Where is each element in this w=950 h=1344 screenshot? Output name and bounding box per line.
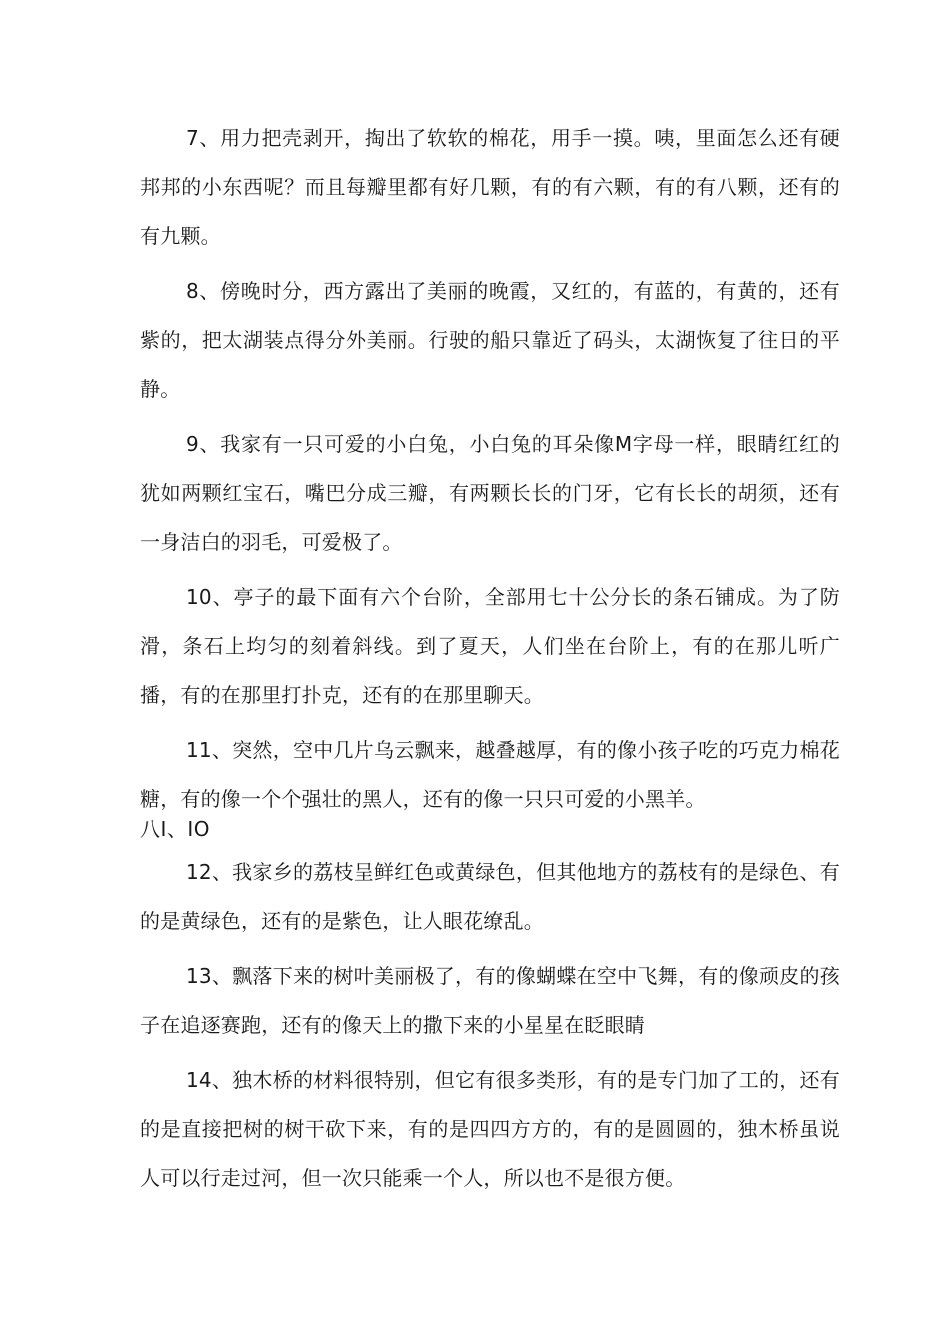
paragraph-9: 9、我家有一只可爱的小白兔，小白兔的耳朵像M字母一样，眼睛红红的犹如两颗红宝石，嘴巴分成三瓣，有两颗长长的门牙，它有长长的胡须，还有一身洁白的羽毛，可爱极了。 [140, 432, 840, 554]
paragraph-13: 13、飘落下来的树叶美丽极了，有的像蝴蝶在空中飞舞，有的像顽皮的孩子在追逐赛跑，还有的像天上的撒下来的小星星在眨眼睛 [140, 964, 840, 1037]
paragraph-8: 8、傍晚时分，西方露出了美丽的晚霞，又红的，有蓝的，有黄的，还有紫的，把太湖装点得分外美丽。行驶的船只靠近了码头，太湖恢复了往日的平静。 [140, 279, 840, 401]
paragraph-10: 10、亭子的最下面有六个台阶，全部用七十公分长的条石铺成。为了防滑，条石上均匀的刻着斜线。到了夏天，人们坐在台阶上，有的在那儿听广播，有的在那里打扑克，还有的在那里聊天。 [140, 585, 840, 707]
paragraph-14: 14、独木桥的材料很特别，但它有很多类形，有的是专门加了工的，还有的是直接把树的树干砍下来，有的是四四方方的，有的是圆圆的，独木桥虽说人可以行走过河，但一次只能乘一个人，所以也不是很方便。 [140, 1068, 840, 1190]
paragraph-7: 7、用力把壳剥开，掏出了软软的棉花，用手一摸。咦，里面怎么还有硬邦邦的小东西呢？而且每瓣里都有好几颗，有的有六颗，有的有八颗，还有的有九颗。 [140, 126, 840, 248]
paragraph-12: 12、我家乡的荔枝呈鲜红色或黄绿色，但其他地方的荔枝有的是绿色、有的是黄绿色，还有的是紫色，让人眼花缭乱。 [140, 860, 840, 933]
paragraph-11: 11、突然，空中几片乌云飘来，越叠越厚，有的像小孩子吃的巧克力棉花糖，有的像一个个强壮的黑人，还有的像一只只可爱的小黑羊。 [140, 738, 840, 811]
document-body [140, 114, 840, 1209]
stray-text: 八I、IO [140, 817, 211, 841]
